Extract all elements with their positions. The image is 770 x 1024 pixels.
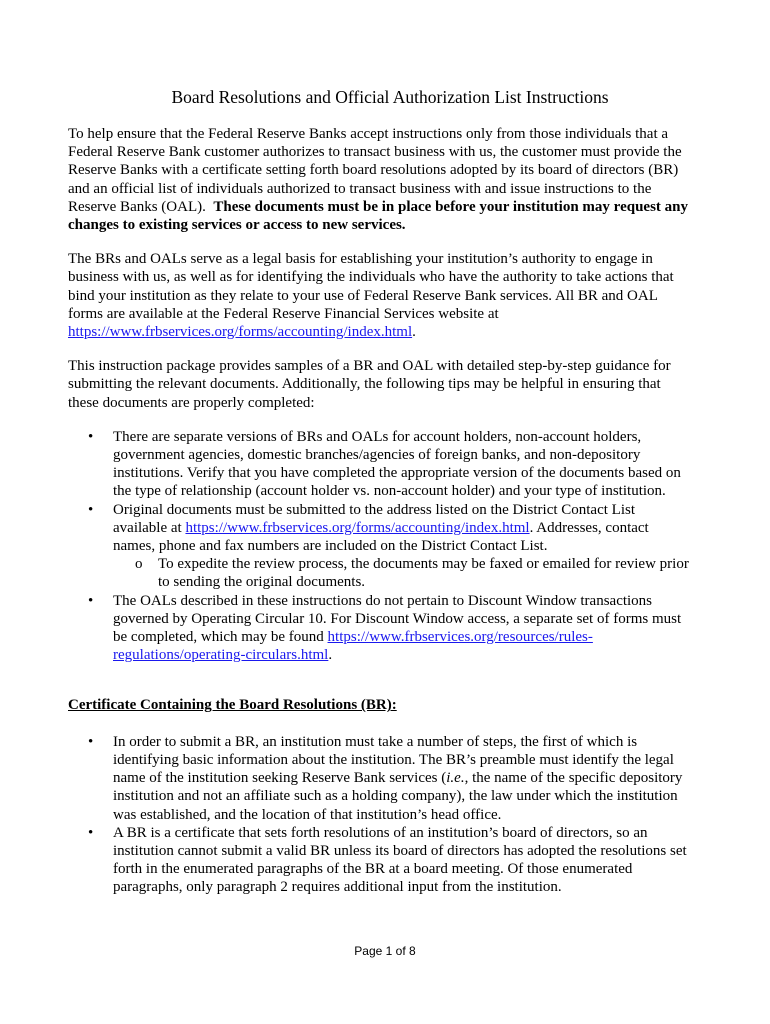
br-steps-text: In order to submit a BR, an institution must take a number of steps, the first of which is identifying basic information about the institution. The BR’s preamble must identify the legal name of the institution seeking Reserve Bank services (: [113, 733, 674, 787]
bullet-icon: •: [88, 501, 94, 518]
intro-bold-notice: These documents must be in place before your institution may request any changes to existing services or access to new services.: [68, 198, 688, 234]
list-item: [68, 733, 692, 824]
list-item: [68, 428, 692, 501]
tip-fax-text: To expedite the review process, the documents may be faxed or emailed for review prior to sending the original documents.: [158, 556, 689, 591]
br-list: [68, 733, 692, 897]
bullet-icon: •: [88, 824, 94, 841]
br-section-heading: Certificate Containing the Board Resolutions (BR):: [68, 697, 397, 714]
tip-discount-window-after: .: [328, 647, 333, 664]
br-certificate-text: A BR is a certificate that sets forth resolutions of an institution’s board of directors, so an institution cannot submit a valid BR unless its board of directors has adopted the resolutions set forth in the enumerated paragraphs of the BR at a board meeting. Of those enumerated paragraphs, only paragraph 2 requires additional input from the institution.: [113, 824, 687, 896]
document-page: [68, 86, 692, 897]
sub-bullet-icon: o: [135, 556, 143, 573]
forms-accounting-link[interactable]: https://www.frbservices.org/forms/accounting/index.html: [68, 324, 413, 341]
legal-basis-text: The BRs and OALs serve as a legal basis for establishing your institution’s authority to engage in business with us, as well as for identifying the individuals who have the authority to take actions that bind your institution as they relate to your use of Federal Reserve Bank services. All BR and OAL forms are available at the Federal Reserve Financial Services website at: [68, 251, 674, 322]
tip-originals-text: Original documents must be submitted to the address listed on the District Contact List available at: [113, 501, 636, 536]
document-title: Board Resolutions and Official Authorization List Instructions: [171, 87, 609, 107]
sub-list: [113, 555, 692, 591]
page-number: Page 1 of 8: [354, 944, 416, 958]
br-ie-italic: i.e.: [446, 770, 465, 787]
list-item: [68, 592, 692, 665]
intro-paragraph: [68, 125, 692, 234]
bullet-icon: •: [88, 592, 94, 609]
list-item: [68, 824, 692, 897]
tip-discount-window-text: The OALs described in these instructions do not pertain to Discount Window transactions governed by Operating Circular 10. For Discount Window access, a separate set of forms must be completed, which may be found: [113, 592, 682, 646]
sub-list-item: [113, 555, 692, 591]
br-steps-after: , the name of the specific depository institution and not an affiliate such as a holding company), the law under which the institution was established, and the location of that institution’s head office.: [113, 770, 683, 823]
district-contact-link[interactable]: https://www.frbservices.org/forms/accounting/index.html: [185, 519, 530, 536]
list-item: [68, 501, 692, 592]
tip-versions-text: There are separate versions of BRs and OALs for account holders, non-account holders, government agencies, domestic branches/agencies of foreign banks, and non-depository institutions. Verify that you have completed the appropriate version of the documents based on the type of relationship (account holder vs. non-account holder) and your type of institution.: [113, 428, 681, 500]
operating-circulars-link[interactable]: https://www.frbservices.org/resources/rules-regulations/operating-circulars.html: [113, 629, 593, 664]
tips-list: [68, 428, 692, 665]
tip-originals-after: . Addresses, contact names, phone and fax numbers are included on the District Contact List.: [113, 519, 649, 555]
instruction-package-paragraph: This instruction package provides samples of a BR and OAL with detailed step-by-step guidance for submitting the relevant documents. Additionally, the following tips may be helpful in ensuring that these documents are properly completed:: [68, 358, 671, 411]
bullet-icon: •: [88, 428, 94, 445]
legal-basis-paragraph: [68, 250, 692, 341]
intro-text: To help ensure that the Federal Reserve Banks accept instructions only from those individuals that a Federal Reserve Bank customer authorizes to transact business with us, the customer must provide the Reserve Banks with a certificate setting forth board resolutions adopted by its board of directors (BR) and an official list of individuals authorized to transact business with and issue instructions to the Reserve Banks (OAL).: [68, 126, 682, 215]
legal-basis-period: .: [412, 324, 416, 341]
bullet-icon: •: [88, 733, 94, 750]
